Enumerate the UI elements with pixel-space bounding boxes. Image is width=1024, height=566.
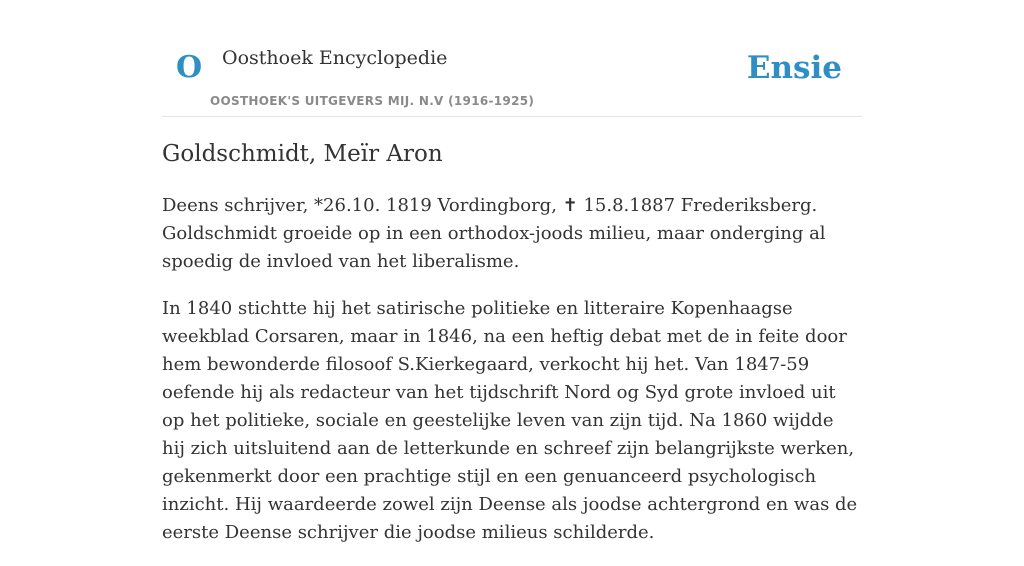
- site-header: [162, 0, 862, 117]
- publication-title[interactable]: Oosthoek Encyclopedie: [222, 47, 448, 69]
- publication-subtitle: OOSTHOEK'S UITGEVERS MIJ. N.V (1916-1925): [210, 94, 535, 108]
- publication-logo[interactable]: O: [176, 50, 203, 85]
- ensie-logo-link[interactable]: Ensie: [746, 50, 842, 86]
- entry-paragraph: Deens schrijver, *26.10. 1819 Vordingborg, ✝ 15.8.1887 Frederiksberg. Goldschmidt groeide op in een orthodox-joods milieu, maar onderging al spoedig de invloed van het liberalisme.: [162, 195, 826, 272]
- entry-title: Goldschmidt, Meïr Aron: [162, 141, 443, 167]
- entry-paragraph: In 1840 stichtte hij het satirische politieke en litteraire Kopenhaagse weekblad Corsaren, maar in 1846, na een heftig debat met de in feite door hem bewonderde filosoof S.Kierkegaard, verkocht hij het. Van 1847-59 oefende hij als redacteur van het tijdschrift Nord og Syd grote invloed uit op het politieke, sociale en geestelijke leven van zijn tijd. Na 1860 wijdde hij zich uitsluitend aan de letterkunde en schreef zijn belangrijkste werken, gekenmerkt door een prachtige stijl en een genuanceerd psychologisch inzicht. Hij waardeerde zowel zijn Deense als joodse achtergrond en was de eerste Deense schrijver die joodse milieus schilderde.: [162, 298, 858, 543]
- entry-body: [162, 192, 862, 566]
